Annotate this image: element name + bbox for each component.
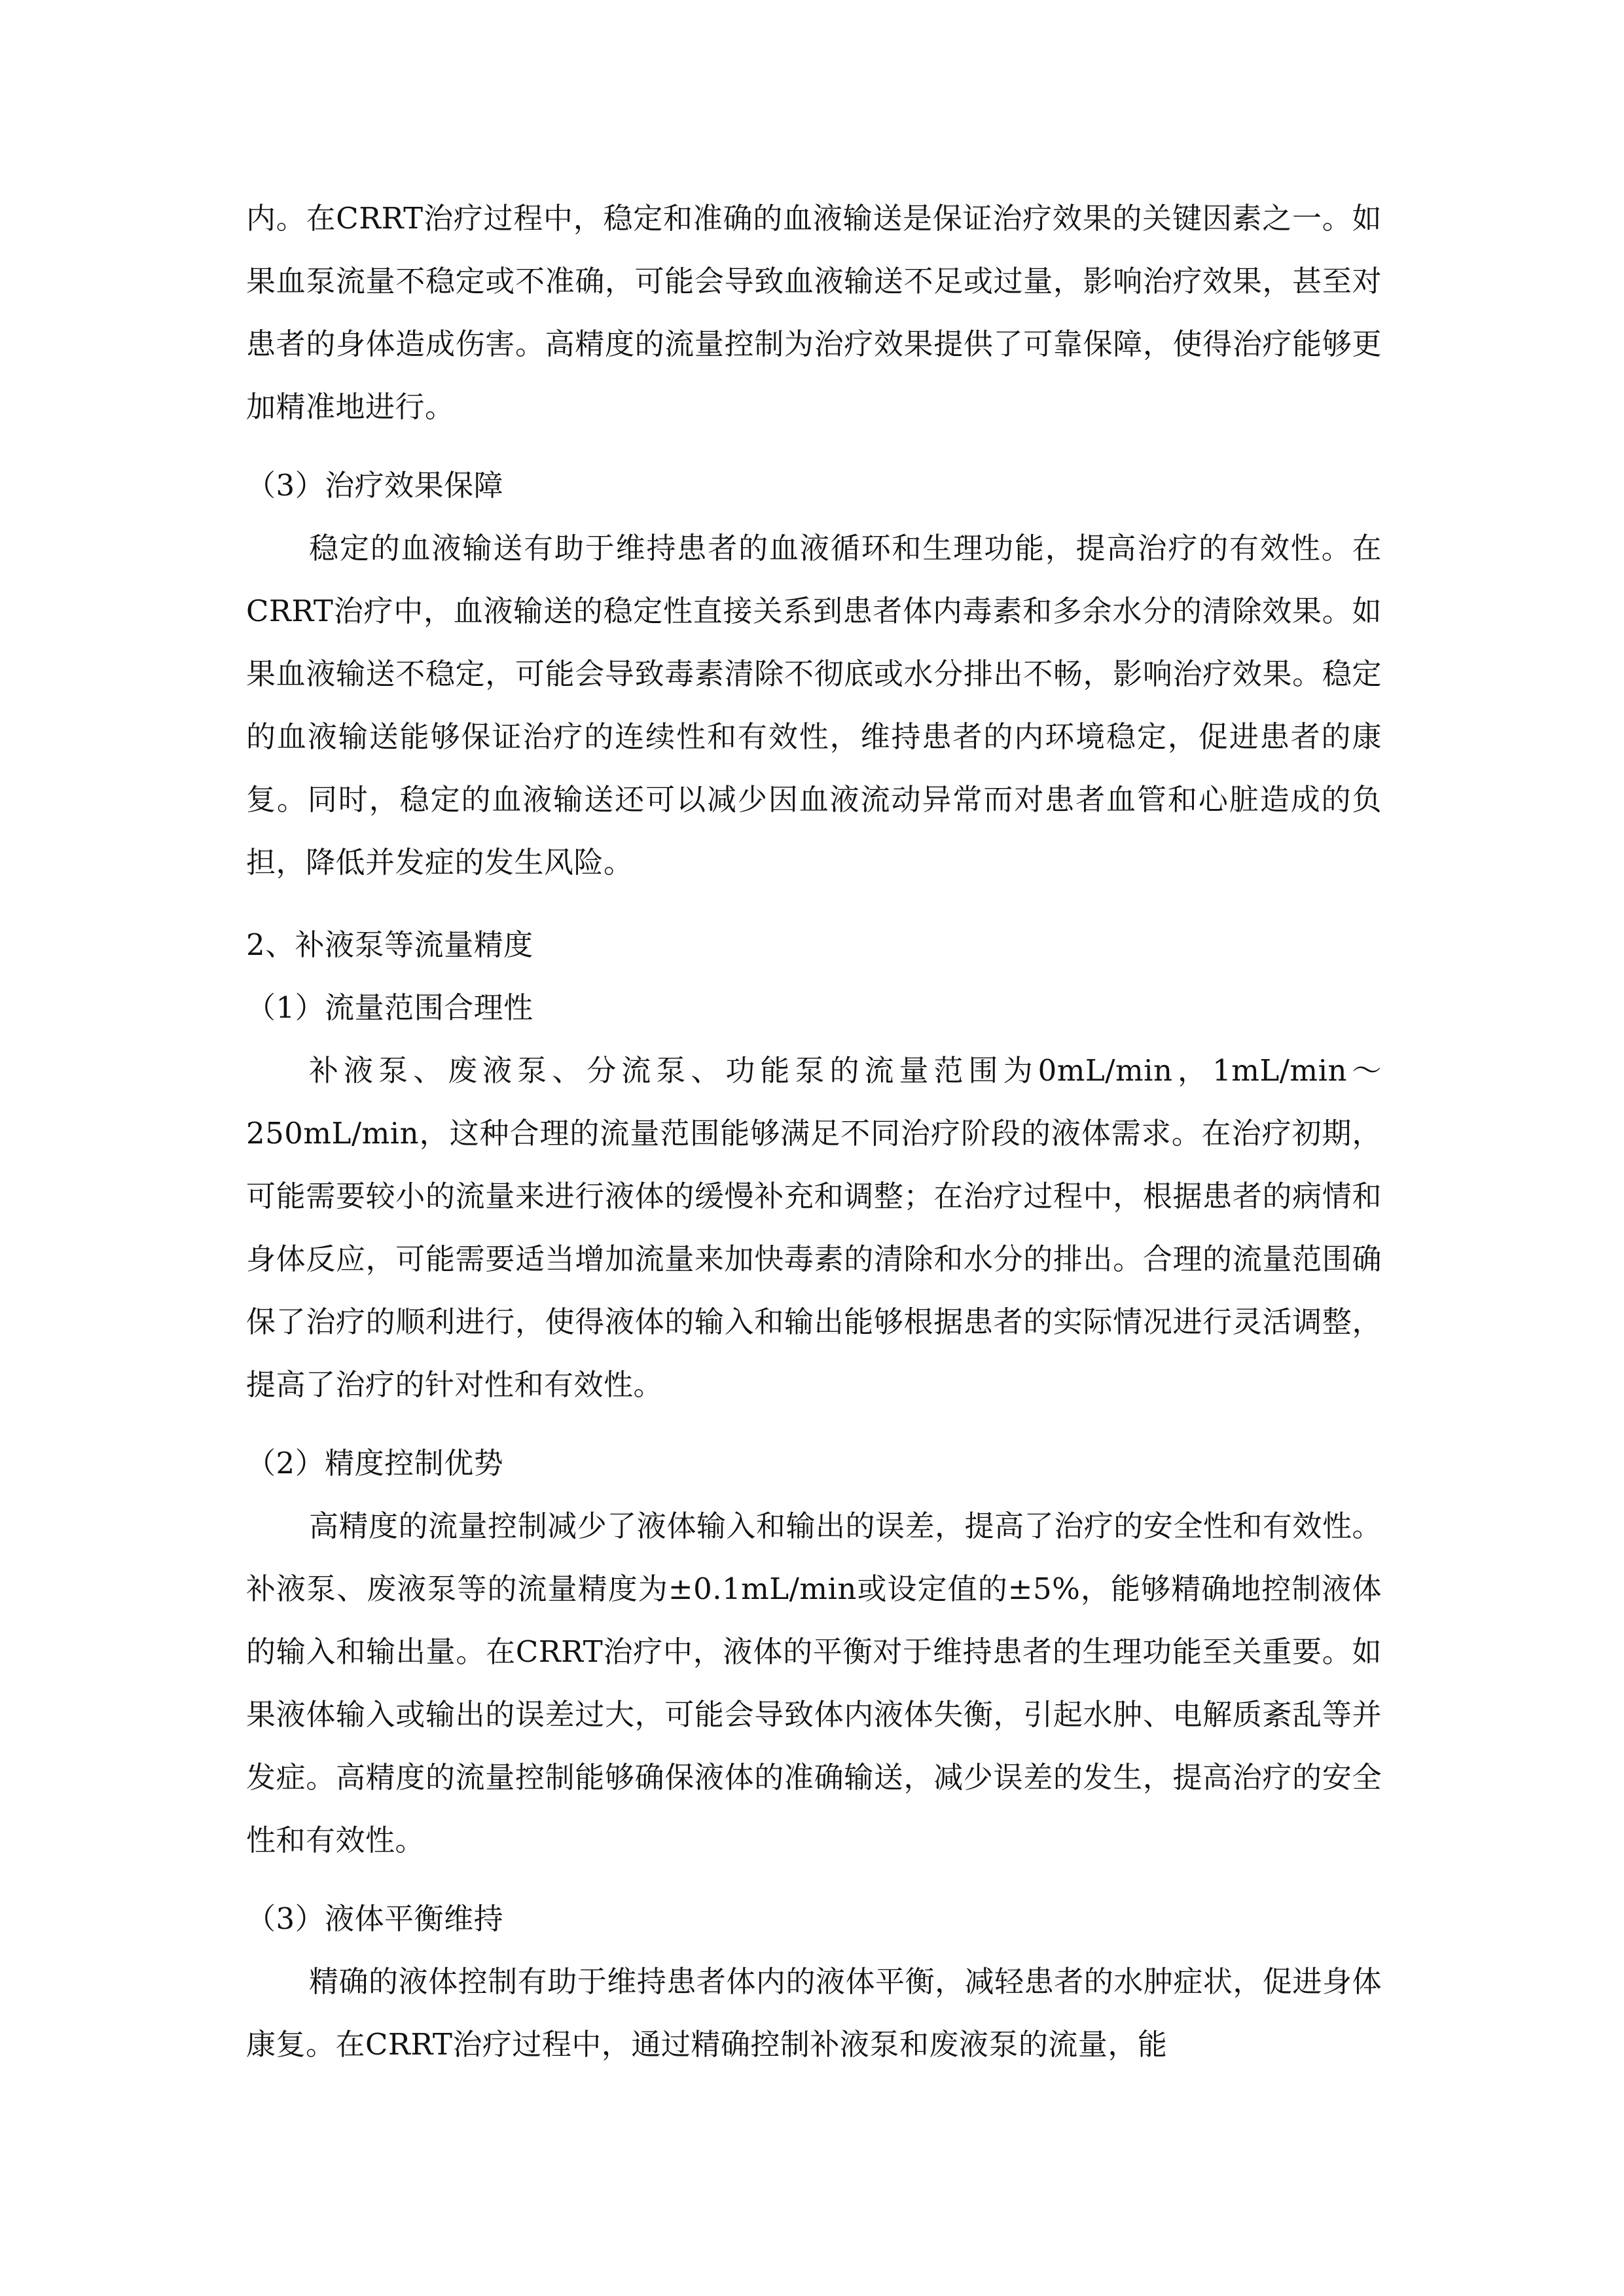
subheading-fluid-balance: （3）液体平衡维持 xyxy=(246,1901,504,1936)
paragraph-continuation: 内。在CRRT治疗过程中，稳定和准确的血液输送是保证治疗效果的关键因素之一。如果血泵流量不稳定或不准确，可能会导致血液输送不足或过量，影响治疗效果，甚至对患者的身体造成伤害。高精度的流量控制为治疗效果提供了可靠保障，使得治疗能够更加精准地进行。 xyxy=(246,201,1382,424)
paragraph-stable-blood-delivery: 稳定的血液输送有助于维持患者的血液循环和生理功能，提高治疗的有效性。在CRRT治疗中，血液输送的稳定性直接关系到患者体内毒素和多余水分的清除效果。如果血液输送不稳定，可能会导致毒素清除不彻底或水分排出不畅，影响治疗效果。稳定的血液输送能够保证治疗的连续性和有效性，维持患者的内环境稳定，促进患者的康复。同时，稳定的血液输送还可以减少因血液流动异常而对患者血管和心脏造成的负担，降低并发症的发生风险。 xyxy=(246,531,1382,880)
subheading-precision-control: （2）精度控制优势 xyxy=(246,1446,504,1480)
paragraph-flow-range: 补液泵、废液泵、分流泵、功能泵的流量范围为0mL/min，1mL/min～250mL/min，这种合理的流量范围能够满足不同治疗阶段的液体需求。在治疗初期，可能需要较小的流量来进行液体的缓慢补充和调整；在治疗过程中，根据患者的病情和身体反应，可能需要适当增加流量来加快毒素的清除和水分的排出。合理的流量范围确保了治疗的顺利进行，使得液体的输入和输出能够根据患者的实际情况进行灵活调整，提高了治疗的针对性和有效性。 xyxy=(246,1053,1382,1402)
document-body xyxy=(246,187,1382,2076)
paragraph-precision-control: 高精度的流量控制减少了液体输入和输出的误差，提高了治疗的安全性和有效性。补液泵、废液泵等的流量精度为±0.1mL/min或设定值的±5%，能够精确地控制液体的输入和输出量。在CRRT治疗中，液体的平衡对于维持患者的生理功能至关重要。如果液体输入或输出的误差过大，可能会导致体内液体失衡，引起水肿、电解质紊乱等并发症。高精度的流量控制能够确保液体的准确输送，减少误差的发生，提高治疗的安全性和有效性。 xyxy=(246,1509,1382,1857)
subheading-treatment-effect: （3）治疗效果保障 xyxy=(246,468,504,503)
heading-replacement-pump-accuracy: 2、补液泵等流量精度 xyxy=(246,927,533,962)
subheading-flow-range: （1）流量范围合理性 xyxy=(246,990,533,1025)
paragraph-fluid-balance: 精确的液体控制有助于维持患者体内的液体平衡，减轻患者的水肿症状，促进身体康复。在CRRT治疗过程中，通过精确控制补液泵和废液泵的流量，能 xyxy=(246,1964,1382,2062)
